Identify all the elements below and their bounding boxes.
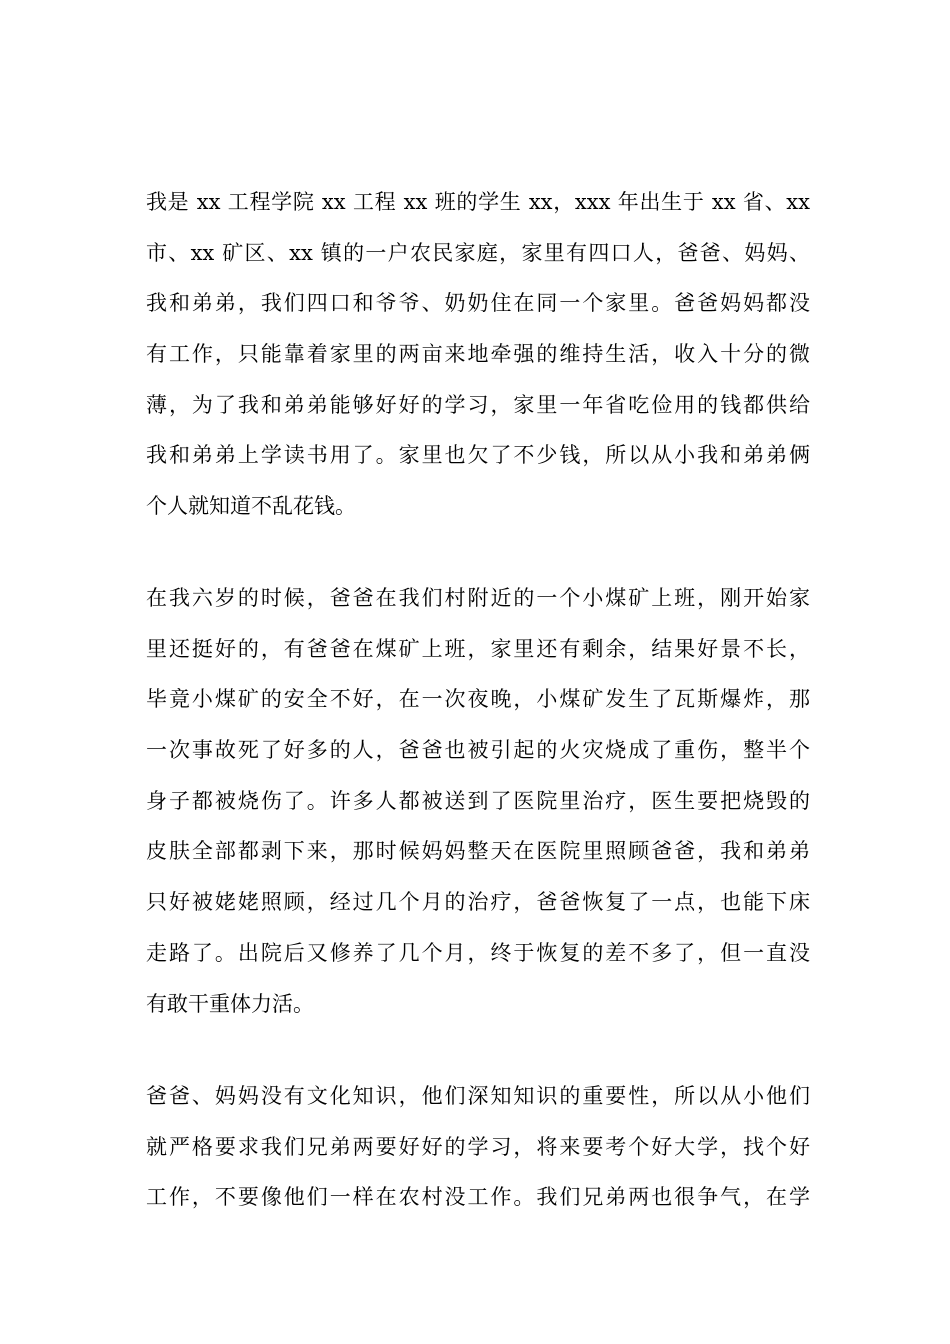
text-line: 里还挺好的，有爸爸在煤矿上班，家里还有剩余，结果好景不长，	[146, 636, 810, 661]
paragraph-2	[146, 583, 810, 1039]
text-line: 市、xx 矿区、xx 镇的一户农民家庭，家里有四口人，爸爸、妈妈、	[146, 240, 810, 265]
text-line: 薄，为了我和弟弟能够好好的学习，家里一年省吃俭用的钱都供给	[146, 392, 810, 417]
text-line: 一次事故死了好多的人，爸爸也被引起的火灾烧成了重伤，整半个	[146, 738, 810, 763]
paragraph-3	[146, 1081, 810, 1233]
text-line: 皮肤全部都剥下来，那时候妈妈整天在医院里照顾爸爸，我和弟弟	[146, 839, 810, 864]
text-line: 我和弟弟，我们四口和爷爷、奶奶住在同一个家里。爸爸妈妈都没	[146, 291, 810, 316]
text-line: 爸爸、妈妈没有文化知识，他们深知知识的重要性，所以从小他们	[146, 1084, 810, 1108]
text-line: 毕竟小煤矿的安全不好，在一次夜晚，小煤矿发生了瓦斯爆炸，那	[146, 687, 810, 712]
text-line: 只好被姥姥照顾，经过几个月的治疗，爸爸恢复了一点，也能下床	[146, 890, 810, 915]
text-line: 工作，不要像他们一样在农村没工作。我们兄弟两也很争气，在学	[146, 1185, 810, 1210]
text-line: 在我六岁的时候，爸爸在我们村附近的一个小煤矿上班，刚开始家	[146, 586, 810, 610]
text-line: 有敢干重体力活。	[146, 991, 314, 1016]
text-line: 我和弟弟上学读书用了。家里也欠了不少钱，所以从小我和弟弟俩	[146, 443, 810, 468]
text-line: 走路了。出院后又修养了几个月，终于恢复的差不多了，但一直没	[146, 940, 810, 965]
text-line: 我是 xx 工程学院 xx 工程 xx 班的学生 xx，xxx 年出生于 xx 省、xx	[146, 190, 810, 214]
text-line: 身子都被烧伤了。许多人都被送到了医院里治疗，医生要把烧毁的	[146, 788, 810, 813]
text-line: 就严格要求我们兄弟两要好好的学习，将来要考个好大学，找个好	[146, 1134, 810, 1159]
text-line: 个人就知道不乱花钱。	[146, 494, 356, 519]
text-line: 有工作，只能靠着家里的两亩来地牵强的维持生活，收入十分的微	[146, 342, 810, 367]
paragraph-1	[146, 187, 810, 542]
